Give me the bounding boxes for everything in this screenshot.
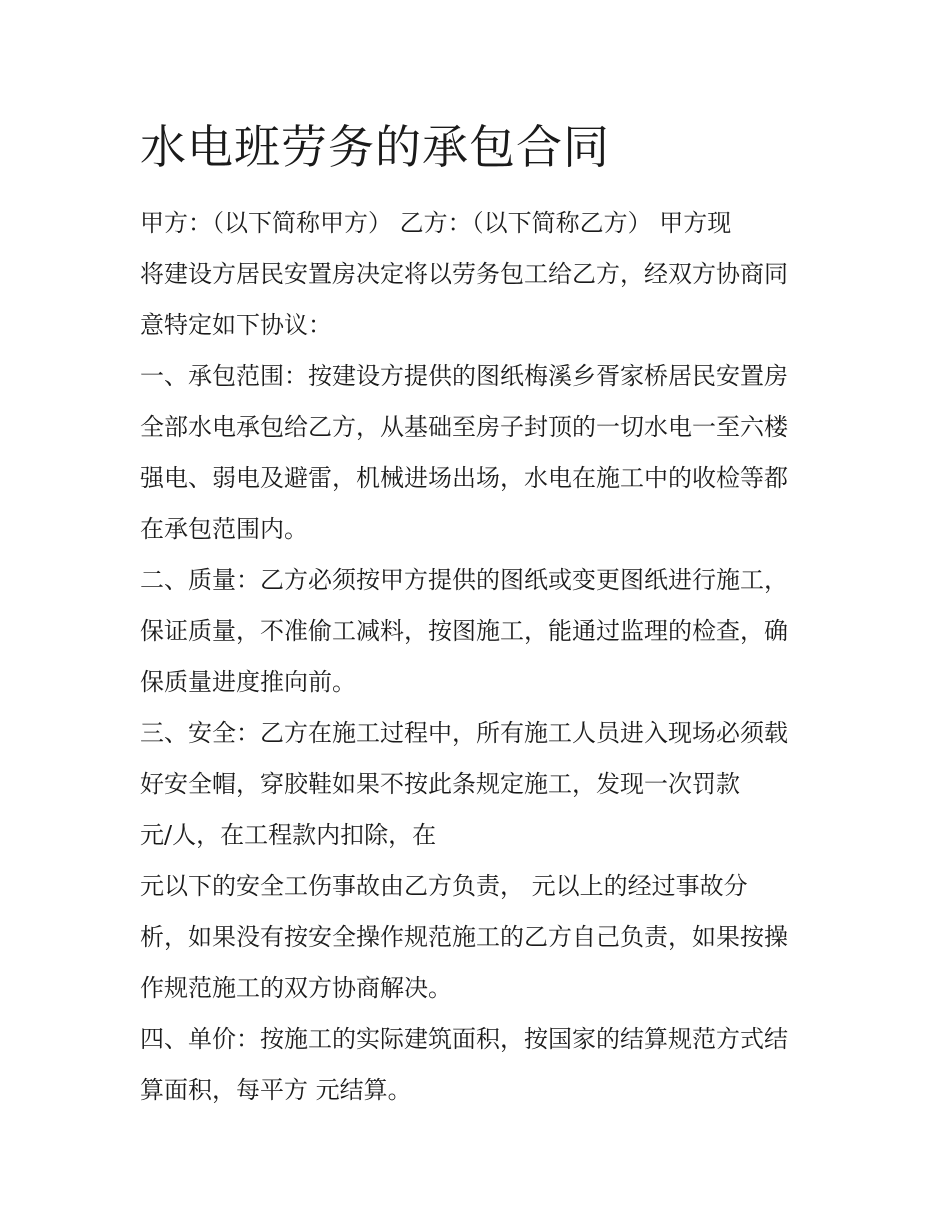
body-line-14: 元以下的安全工伤事故由乙方负责， 元以上的经过事故分 [140, 872, 748, 900]
body-line-18: 算面积，每平方 元结算。 [140, 1076, 412, 1104]
body-line-3: 意特定如下协议： [140, 311, 332, 339]
body-line-11: 三、安全：乙方在施工过程中，所有施工人员进入现场必须载 [140, 719, 788, 747]
body-line-4: 一、承包范围：按建设方提供的图纸梅溪乡胥家桥居民安置房 [140, 362, 788, 390]
body-line-16: 作规范施工的双方协商解决。 [140, 974, 452, 1002]
body-line-12: 好安全帽，穿胶鞋如果不按此条规定施工，发现一次罚款 [140, 770, 740, 798]
body-line-13: 元/人，在工程款内扣除，在 [140, 821, 437, 849]
body-line-2: 将建设方居民安置房决定将以劳务包工给乙方，经双方协商同 [140, 260, 788, 288]
body-line-10: 保质量进度推向前。 [140, 668, 356, 696]
body-line-8: 二、质量：乙方必须按甲方提供的图纸或变更图纸进行施工， [140, 566, 788, 594]
body-line-17: 四、单价：按施工的实际建筑面积，按国家的结算规范方式结 [140, 1025, 788, 1053]
document-title: 水电班劳务的承包合同 [140, 120, 610, 174]
body-line-5: 全部水电承包给乙方，从基础至房子封顶的一切水电一至六楼 [140, 413, 788, 441]
body-line-15: 析，如果没有按安全操作规范施工的乙方自己负责，如果按操 [140, 923, 788, 951]
body-line-9: 保证质量，不准偷工减料，按图施工，能通过监理的检查，确 [140, 617, 788, 645]
body-line-7: 在承包范围内。 [140, 515, 308, 543]
body-line-1: 甲方：（以下简称甲方） 乙方：（以下简称乙方） 甲方现 [140, 209, 732, 237]
body-line-6: 强电、弱电及避雷，机械进场出场，水电在施工中的收检等都 [140, 464, 788, 492]
